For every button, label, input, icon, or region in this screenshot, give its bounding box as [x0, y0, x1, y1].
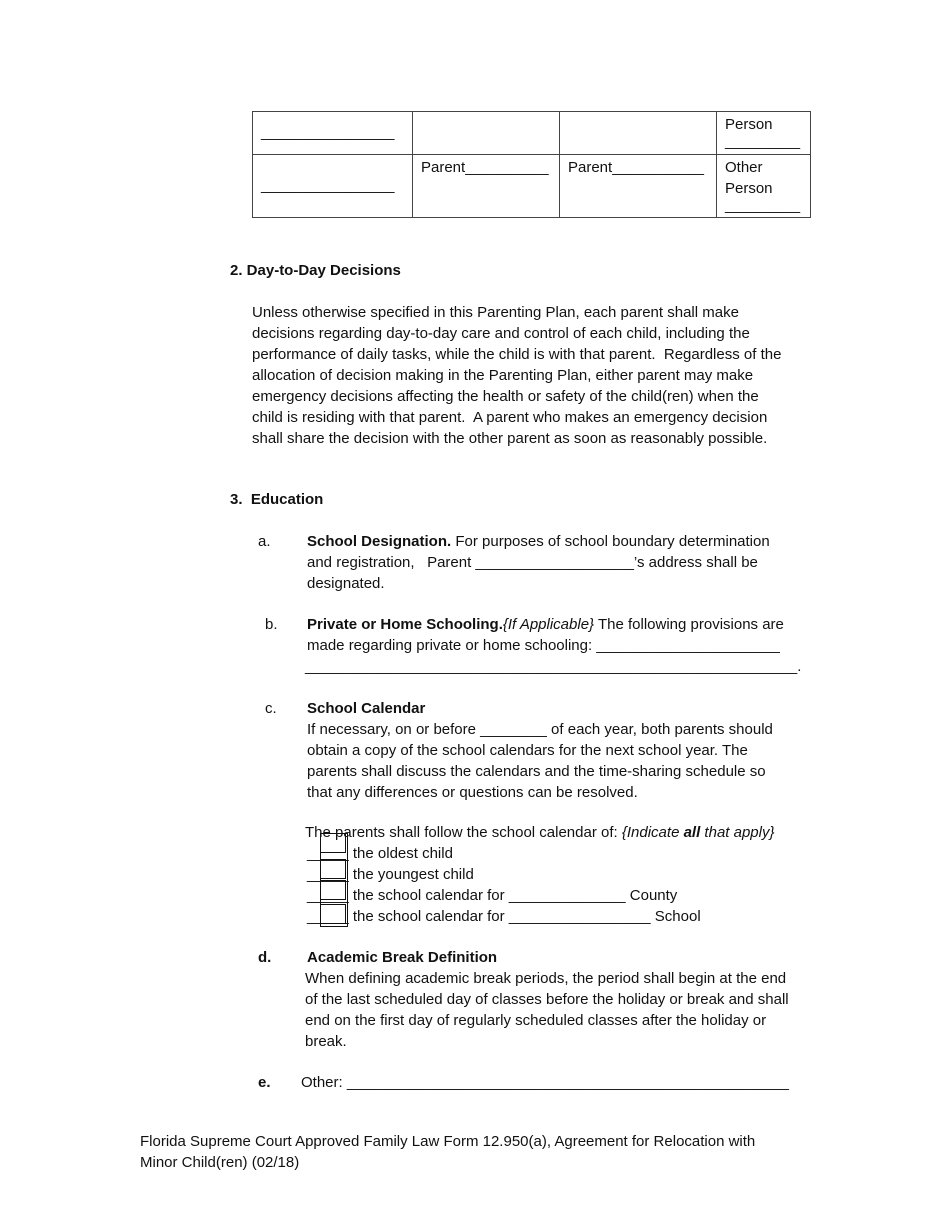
item-marker-e: e. — [258, 1074, 271, 1091]
paragraph-line: performance of daily tasks, while the child is with that parent. Regardless of the — [252, 346, 782, 363]
school-calendar — [307, 698, 773, 803]
paragraph-line: Unless otherwise specified in this Parenting Plan, each parent shall make — [252, 304, 739, 321]
cell-line: _________ — [725, 197, 801, 214]
item-title: School Calendar — [307, 700, 426, 717]
item-marker-d: d. — [258, 949, 272, 966]
item-marker-a: a. — [258, 533, 271, 550]
item-text: For purposes of school boundary determination — [451, 533, 770, 550]
paragraph-line: allocation of decision making in the Parenting Plan, either parent may make — [252, 367, 754, 384]
cell-line: _________ — [725, 133, 801, 150]
option-county-calendar[interactable]: _____ the school calendar for ______________ County — [307, 887, 678, 904]
item-note: {If Applicable} — [502, 616, 595, 633]
table-cell: Parent___________ — [560, 155, 717, 218]
checkbox-youngest-child[interactable] — [320, 859, 346, 879]
item-marker-b: b. — [265, 616, 278, 633]
instruction-note: {Indicate — [621, 824, 684, 841]
item-text: The following provisions are — [594, 616, 784, 633]
table-row — [253, 112, 811, 155]
item-text: If necessary, on or before ________ of each year, both parents should — [307, 721, 773, 738]
item-text: end on the first day of regularly scheduled classes after the holiday or — [305, 1012, 767, 1029]
calendar-options — [307, 843, 701, 927]
footer-line: Florida Supreme Court Approved Family Law Form 12.950(a), Agreement for Relocation with — [140, 1133, 756, 1150]
table-cell — [253, 155, 413, 218]
calendar-instruction — [305, 822, 775, 843]
item-text: obtain a copy of the school calendars for the next school year. The — [307, 742, 748, 759]
page-footer — [140, 1131, 755, 1173]
table-cell — [717, 112, 811, 155]
option-oldest-child[interactable]: _____ the oldest child — [307, 845, 453, 862]
item-text: parents shall discuss the calendars and the time-sharing schedule so — [307, 763, 766, 780]
item-marker-c: c. — [265, 700, 277, 717]
other-field[interactable]: Other: _____________________________________________________ — [301, 1074, 789, 1091]
item-text: and registration, Parent ___________________’s address shall be — [307, 554, 758, 571]
academic-break-definition — [305, 968, 789, 1052]
item-title: School Designation. — [307, 533, 452, 550]
checkbox-oldest-child[interactable] — [320, 833, 346, 853]
table-cell — [717, 155, 811, 218]
table-cell — [413, 112, 560, 155]
decision-table — [252, 111, 811, 218]
table-cell — [560, 112, 717, 155]
item-text: that any differences or questions can be resolved. — [307, 784, 638, 801]
item-text: designated. — [307, 575, 385, 592]
instruction-text: The parents shall follow the school calendar of: — [305, 824, 622, 841]
paragraph-line: shall share the decision with the other parent as soon as reasonably possible. — [252, 430, 768, 447]
item-text: of the last scheduled day of classes before the holiday or break and shall — [305, 991, 789, 1008]
paragraph-line: decisions regarding day-to-day care and control of each child, including the — [252, 325, 750, 342]
private-home-schooling — [307, 614, 784, 656]
checkbox-county-calendar[interactable] — [320, 880, 346, 900]
cell-line: Other — [725, 159, 763, 176]
item-title: Academic Break Definition — [307, 949, 498, 966]
option-youngest-child[interactable]: _____ the youngest child — [307, 866, 474, 883]
cell-line: Person — [725, 116, 773, 133]
checkbox-school-calendar[interactable] — [320, 904, 346, 924]
item-text: ___________________________________________________________. — [305, 658, 802, 675]
table-cell: Parent__________ — [413, 155, 560, 218]
instruction-emphasis: all — [683, 824, 701, 841]
school-designation — [307, 531, 770, 594]
section2-paragraph — [252, 302, 781, 449]
item-text: made regarding private or home schooling: ______________________ — [307, 637, 780, 654]
option-school-calendar[interactable]: _____ the school calendar for _________________ School — [307, 908, 701, 925]
cell-line: ________________ — [261, 177, 395, 194]
table-cell: ________________ — [253, 112, 413, 155]
paragraph-line: child is residing with that parent. A parent who makes an emergency decision — [252, 409, 768, 426]
instruction-note: that apply} — [700, 824, 775, 841]
item-text: break. — [305, 1033, 347, 1050]
footer-line: Minor Child(ren) (02/18) — [140, 1154, 300, 1171]
item-text: When defining academic break periods, the period shall begin at the end — [305, 970, 787, 987]
cell-line: Person — [725, 180, 773, 197]
table-row — [253, 155, 811, 218]
section-heading-day-to-day: 2. Day-to-Day Decisions — [230, 262, 401, 279]
paragraph-line: emergency decisions affecting the health or safety of the child(ren) when the — [252, 388, 759, 405]
section-heading-education: 3. Education — [230, 491, 324, 508]
item-title: Private or Home Schooling. — [307, 616, 503, 633]
